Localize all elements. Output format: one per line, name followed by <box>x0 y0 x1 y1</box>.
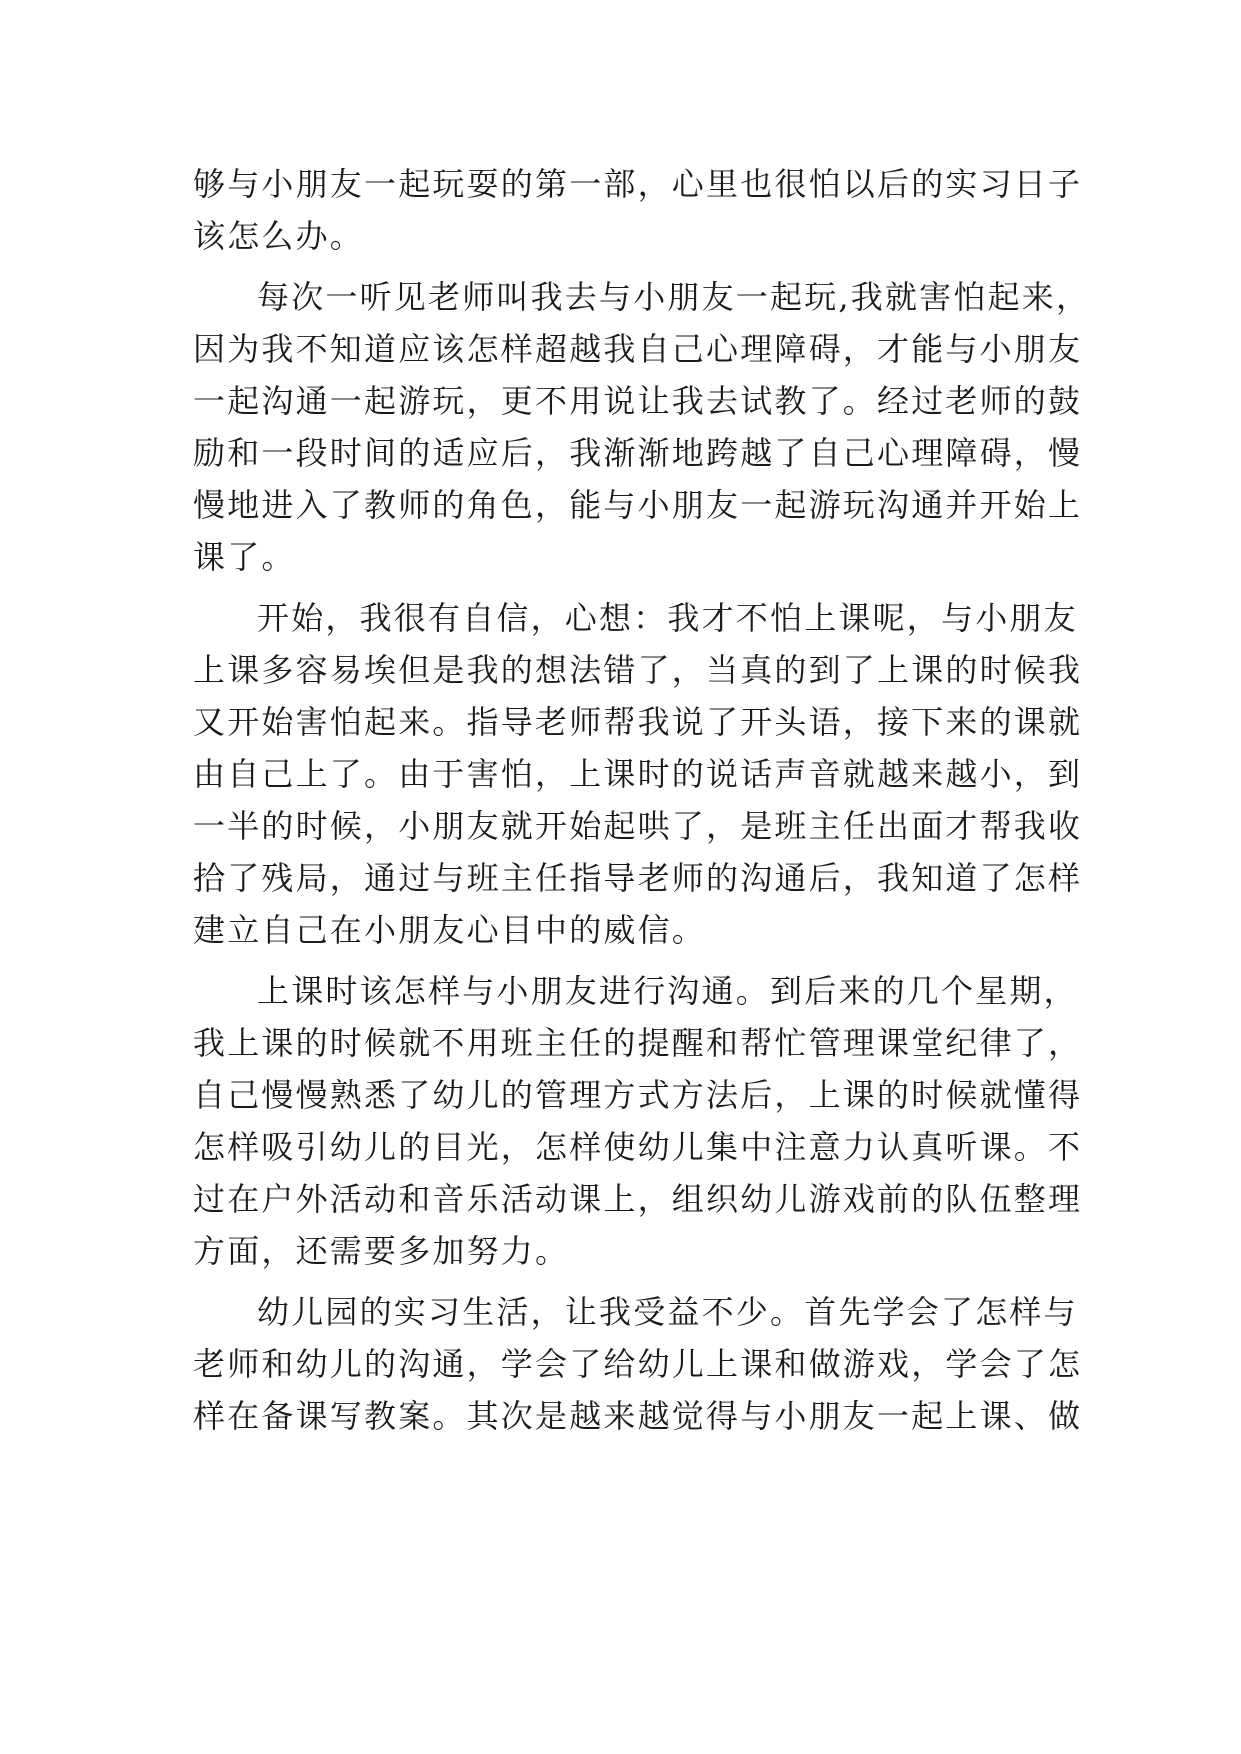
text-line: 又开始害怕起来。指导老师帮我说了开头语，接下来的课就 <box>193 703 1083 741</box>
text-line: 上课多容易埃但是我的想法错了，当真的到了上课的时候我 <box>193 651 1083 689</box>
text-line: 我上课的时候就不用班主任的提醒和帮忙管理课堂纪律了， <box>193 1024 1083 1062</box>
paragraph-3 <box>193 592 1093 956</box>
text-line: 老师和幼儿的沟通，学会了给幼儿上课和做游戏，学会了怎 <box>193 1345 1083 1383</box>
text-line: 幼儿园的实习生活，让我受益不少。首先学会了怎样与 <box>257 1293 1078 1331</box>
text-line: 过在户外活动和音乐活动课上，组织幼儿游戏前的队伍整理 <box>193 1180 1083 1218</box>
text-line: 该怎么办。 <box>193 217 365 255</box>
text-line: 课了。 <box>193 538 296 576</box>
text-line: 上课时该怎样与小朋友进行沟通。到后来的几个星期， <box>257 972 1078 1010</box>
text-line: 自己慢慢熟悉了幼儿的管理方式方法后，上课的时候就懂得 <box>193 1076 1083 1114</box>
text-line: 励和一段时间的适应后，我渐渐地跨越了自己心理障碍，慢 <box>193 434 1083 472</box>
text-line: 够与小朋友一起玩耍的第一部，心里也很怕以后的实习日子 <box>193 165 1083 203</box>
paragraph-5 <box>193 1286 1093 1442</box>
text-line: 拾了残局，通过与班主任指导老师的沟通后，我知道了怎样 <box>193 859 1083 897</box>
paragraph-2 <box>193 271 1093 583</box>
text-line: 由自己上了。由于害怕，上课时的说话声音就越来越小，到 <box>193 755 1083 793</box>
text-line: 方面，还需要多加努力。 <box>193 1232 570 1270</box>
body-text <box>193 158 1093 1442</box>
text-line: 开始，我很有自信，心想：我才不怕上课呢，与小朋友 <box>257 599 1078 637</box>
text-line: 一起沟通一起游玩，更不用说让我去试教了。经过老师的鼓 <box>193 382 1083 420</box>
text-line: 样在备课写教案。其次是越来越觉得与小朋友一起上课、做 <box>193 1397 1083 1435</box>
text-line: 怎样吸引幼儿的目光，怎样使幼儿集中注意力认真听课。不 <box>193 1128 1083 1166</box>
paragraph-1 <box>193 158 1093 262</box>
text-line: 建立自己在小朋友心目中的威信。 <box>193 911 707 949</box>
text-line: 因为我不知道应该怎样超越我自己心理障碍，才能与小朋友 <box>193 330 1083 368</box>
text-line: 每次一听见老师叫我去与小朋友一起玩,我就害怕起来， <box>257 278 1091 316</box>
text-line: 慢地进入了教师的角色，能与小朋友一起游玩沟通并开始上 <box>193 486 1083 524</box>
text-line: 一半的时候，小朋友就开始起哄了，是班主任出面才帮我收 <box>193 807 1083 845</box>
paragraph-4 <box>193 965 1093 1277</box>
